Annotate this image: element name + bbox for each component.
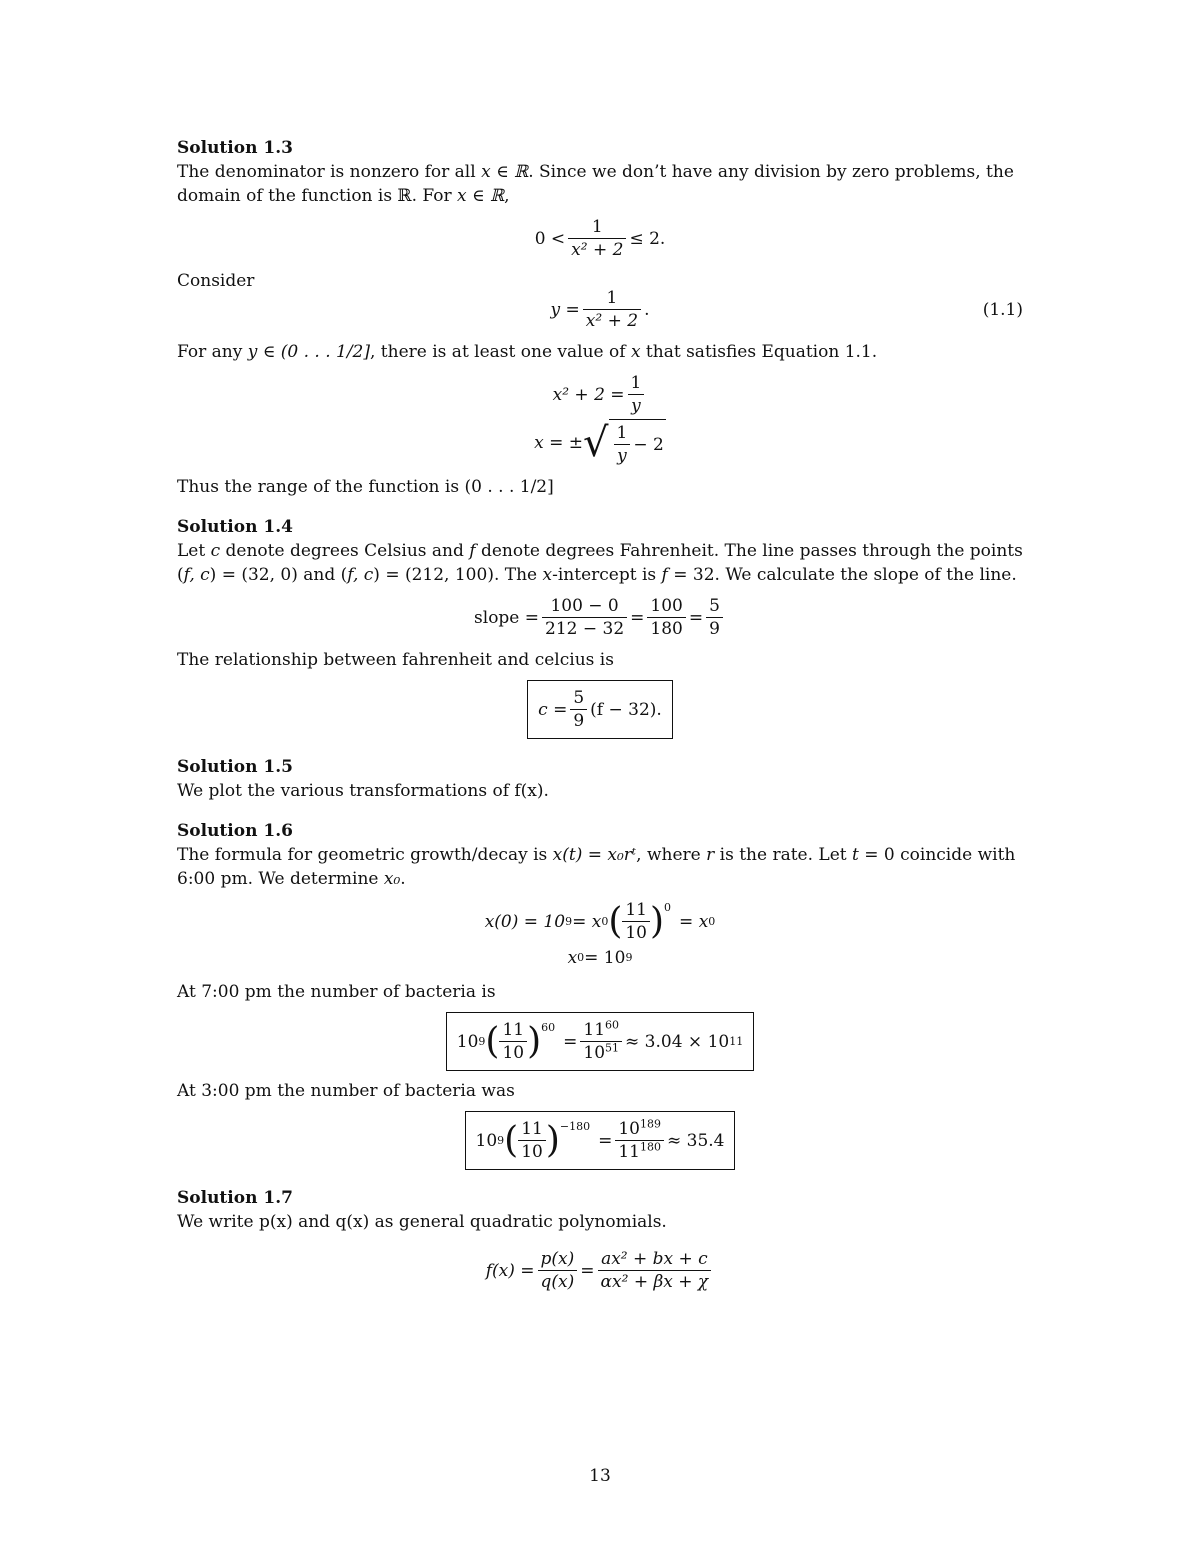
solution-1-3-heading: Solution 1.3: [177, 138, 293, 158]
solution-1-6-heading: Solution 1.6: [177, 821, 293, 841]
inequality-display: 0 < $\frac{1}{\text{x² + 2}}$ ≤ 2.: [534, 217, 666, 260]
solution-1-4-heading: Solution 1.4: [177, 517, 293, 537]
three-pm-box: 10 9 ( $\frac{11}{10}$ ) $^{-180}$ = $\frac{10^{189}}{11^{180}}$ ≈ 35.4: [177, 1111, 1023, 1170]
celsius-box: c = $\frac{5}{9}$ (f − 32).: [177, 680, 1023, 739]
consider-text: Consider: [177, 271, 255, 291]
solution-1-7-heading: Solution 1.7: [177, 1188, 293, 1208]
range-statement: Thus the range of the function is (0 . . . 1/2]: [177, 477, 554, 497]
three-pm-text: At 3:00 pm the number of bacteria was: [177, 1081, 515, 1101]
equation-number: (1.1): [982, 299, 1023, 320]
solution-1-3-any-y: For any y ∈ (0 . . . 1/2], there is at least one value of x that satisfies Equation 1.1.: [177, 342, 878, 362]
slope-display: slope = $\frac{100 - 0}{212 - 32}$ = $\frac{100}{180}$ = $\frac{5}{9}$: [177, 595, 1023, 640]
page-content: [177, 136, 1023, 1301]
solution-1-4-intro: Let c denote degrees Celsius and f denote degrees Fahrenheit. The line passes through the points (f, c) = (32, 0) and (f, c) = (212, 100). The x-intercept is f = 32. We calculate the slope of the line.: [177, 541, 1023, 585]
relationship-text: The relationship between fahrenheit and celcius is: [177, 650, 614, 670]
page-number: 13: [589, 1466, 611, 1486]
seven-pm-box: 10 9 ( $\frac{11}{10}$ ) $^{60}$ = $\frac{11^{60}}{10^{51}}$ ≈ 3.04 × 10 11: [177, 1012, 1023, 1071]
solution-1-5-heading: Solution 1.5: [177, 757, 293, 777]
solution-1-6-intro: The formula for geometric growth/decay is x(t) = x₀rᵗ, where r is the rate. Let t = 0 coincide with 6:00 pm. We determine x₀.: [177, 845, 1016, 889]
solution-1-3-intro: The denominator is nonzero for all x ∈ ℝ. Since we don’t have any division by zero problems, the domain of the function is ℝ. For x ∈ ℝ,: [177, 162, 1014, 206]
initial-value-display: x(0) = 10 9 = x 0 ( $\frac{11}{10}$ ) $^0$ = x 0 x 0 = 10 9: [484, 900, 716, 968]
solution-1-7-text: We write p(x) and q(x) as general quadratic polynomials.: [177, 1212, 667, 1232]
solution-1-5-text: We plot the various transformations of f(x).: [177, 781, 549, 801]
rational-function-display: f(x) = $\frac{p(x)}{q(x)}$ = $\frac{\text{ax² + bx + c}}{\text{αx² + βx + χ}}$: [177, 1248, 1023, 1293]
solve-for-x-display: x² + 2 = $\frac{1}{y}$ x = ± √ $\frac{1}{y}$ − 2: [534, 373, 664, 466]
seven-pm-text: At 7:00 pm the number of bacteria is: [177, 982, 496, 1002]
equation-1-1: y = $\frac{1}{\text{x² + 2}}$ . (1.1): [550, 288, 1023, 331]
sqrt-symbol: √ $\frac{1}{y}$ − 2: [583, 420, 664, 466]
